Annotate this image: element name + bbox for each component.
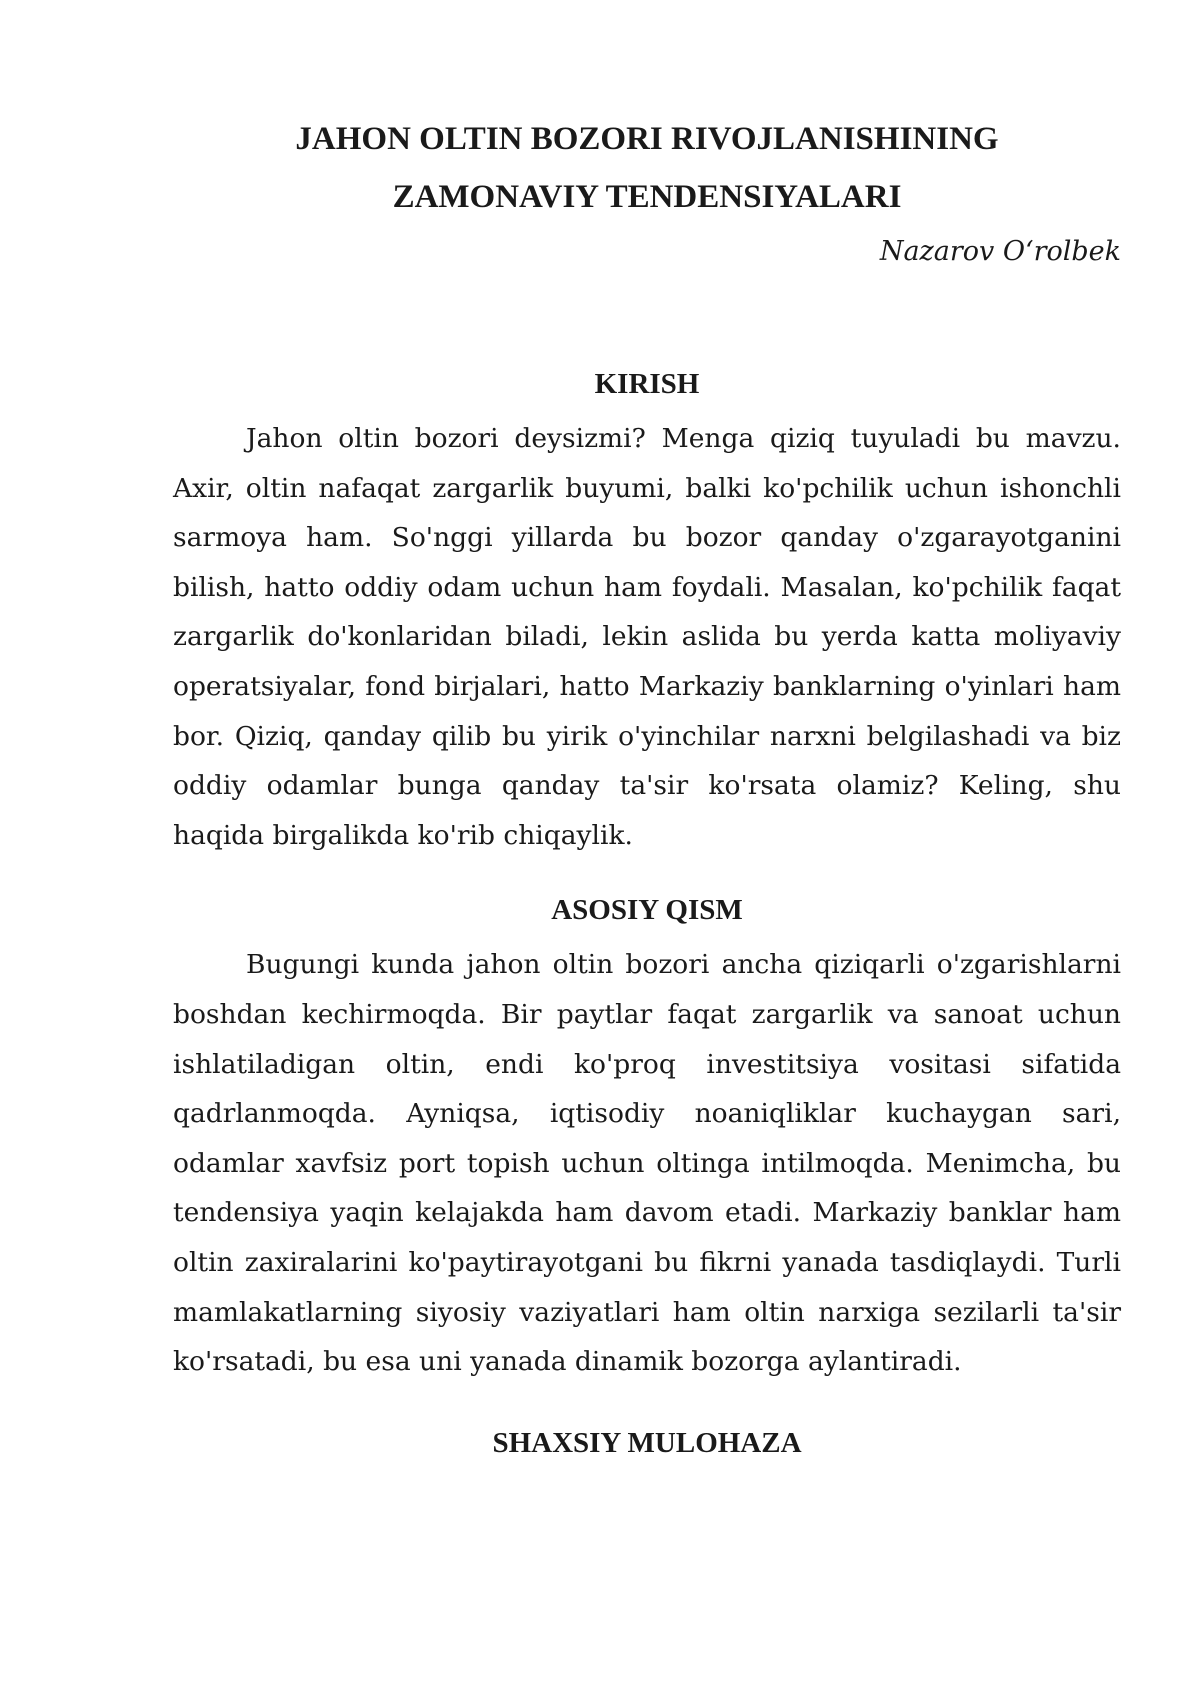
document-content: [173, 110, 1121, 1463]
section-heading-asosiy-qism: ASOSIY QISM: [551, 894, 743, 927]
document-title: [173, 110, 1121, 226]
author-name: Nazarov O‘rolbek: [879, 236, 1121, 267]
section-heading-shaxsiy-mulohaza: SHAXSIY MULOHAZA: [492, 1426, 802, 1459]
title-line-1: JAHON OLTIN BOZORI RIVOJLANISHINING: [295, 121, 999, 157]
section-paragraph-kirish: Jahon oltin bozori deysizmi? Menga qiziq tuyuladi bu mavzu. Axir, oltin nafaqat zargarlik buyumi, balki ko'pchilik uchun ishonchli sarmoya ham. So'nggi yillarda bu bozor qanday o'zgarayotganini bilish, hatto oddiy odam uchun ham foydali. Masalan, ko'pchilik faqat zargarlik do'konlaridan biladi, lekin aslida bu yerda katta moliyaviy operatsiyalar, fond birjalari, hatto Markaziy banklarning o'yinlari ham bor. Qiziq, qanday qilib bu yirik o'yinchilar narxni belgilashadi va biz oddiy odamlar bunga qanday ta'sir ko'rsata olamiz? Keling, shu haqida birgalikda ko'rib chiqaylik.: [173, 423, 1121, 851]
section-heading-kirish: KIRISH: [594, 368, 700, 400]
title-line-2: ZAMONAVIY TENDENSIYALARI: [392, 179, 902, 215]
section-paragraph-asosiy-qism: Bugungi kunda jahon oltin bozori ancha qiziqarli o'zgarishlarni boshdan kechirmoqda. Bir paytlar faqat zargarlik va sanoat uchun ishlatiladigan oltin, endi ko'proq investitsiya vositasi sifatida qadrlanmoqda. Ayniqsa, iqtisodiy noaniqliklar kuchaygan sari, odamlar xavfsiz port topish uchun oltinga intilmoqda. Menimcha, bu tendensiya yaqin kelajakda ham davom etadi. Markaziy banklar ham oltin zaxiralarini ko'paytirayotgani bu fikrni yanada tasdiqlaydi. Turli mamlakatlarning siyosiy vaziyatlari ham oltin narxiga sezilarli ta'sir ko'rsatadi, bu esa uni yanada dinamik bozorga aylantiradi.: [173, 949, 1121, 1378]
